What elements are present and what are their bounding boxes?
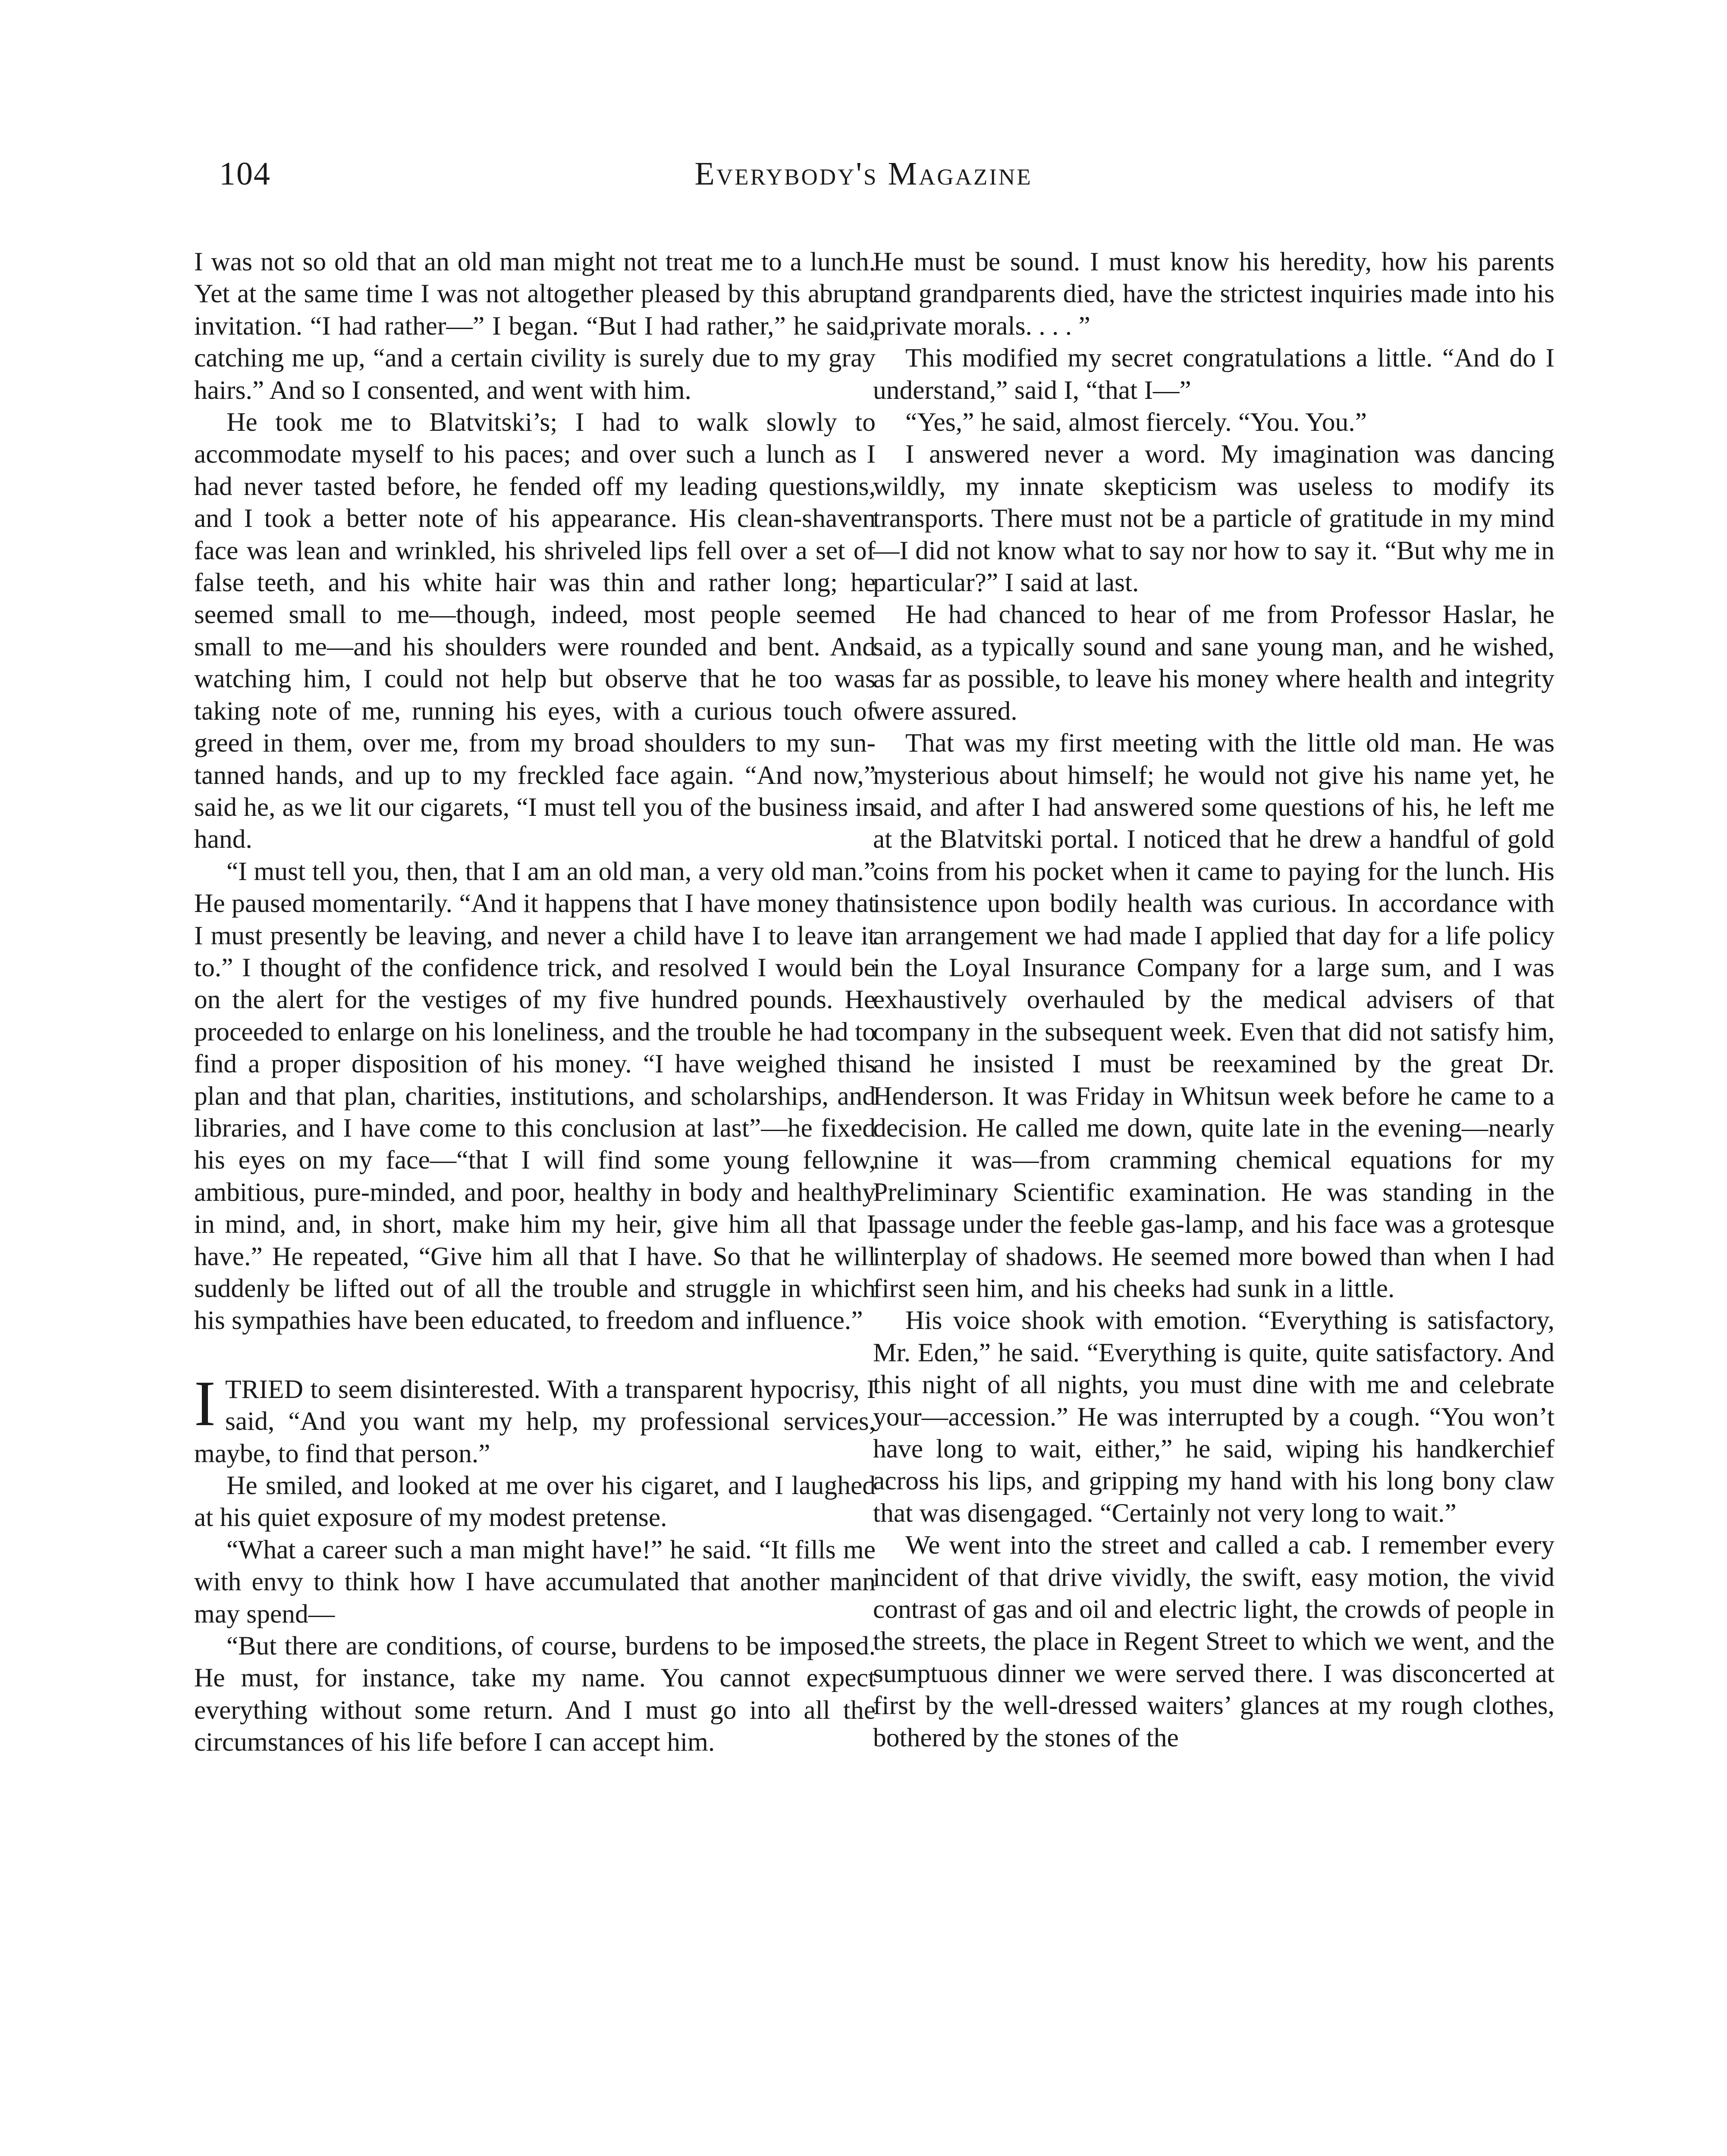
running-title: Everybody's Magazine bbox=[694, 156, 1033, 192]
paragraph: He must be sound. I must know his heredity, how his parents and grandparents died, have the strictest inquiries made into his private morals. . . . ” bbox=[873, 247, 1554, 341]
paragraph: “Yes,” he said, almost fiercely. “You. You.” bbox=[905, 407, 1367, 437]
paragraph: He had chanced to hear of me from Professor Haslar, he said, as a typically sound and sane young man, and he wished, as far as possible, to leave his money where health and integrity were assured. bbox=[873, 600, 1554, 726]
paragraph: He smiled, and looked at me over his cigaret, and I laughed at his quiet exposure of my modest pretense. bbox=[194, 1471, 876, 1532]
right-column bbox=[873, 246, 1554, 1754]
paragraph: “I must tell you, then, that I am an old man, a very old man.” He paused momentarily. “And it happens that I have money that I must presently be leaving, and never a child have I to leave it to.” I thought of the confidence trick, and resolved I would be on the alert for the vestiges of my five hundred pounds. He proceeded to enlarge on his loneliness, and the trouble he had to find a proper disposition of his money. “I have weighed this plan and that plan, charities, institutions, and scholarships, and libraries, and I have come to this conclusion at last”—he fixed his eyes on my face—“that I will find some young fellow, ambitious, pure-minded, and poor, healthy in body and healthy in mind, and, in short, make him my heir, give him all that I have.” He repeated, “Give him all that I have. So that he will suddenly be lifted out of all the trouble and struggle in which his sympathies have been educated, to freedom and influence.” bbox=[194, 856, 876, 1335]
left-column bbox=[194, 246, 876, 1758]
page-header bbox=[0, 155, 1727, 207]
paragraph: His voice shook with emotion. “Everything is satisfactory, Mr. Eden,” he said. “Everything is quite, quite satisfactory. And this night of all nights, you must dine with me and celebrate your—accession.” He was interrupted by a cough. “You won’t have long to wait, either,” he said, wiping his handkerchief across his lips, and gripping my hand with his long bony claw that was disengaged. “Certainly not very long to wait.” bbox=[873, 1306, 1554, 1528]
paragraph: “But there are conditions, of course, burdens to be imposed. He must, for instance, take my name. You cannot expect everything without some return. And I must go into all the circumstances of his life before I can accept him. bbox=[194, 1631, 876, 1757]
drop-cap: I bbox=[194, 1367, 216, 1439]
paragraph-text: TRIED to seem disinterested. With a transparent hypocrisy, I said, “And you want my help, my professional services, maybe, to find that person.” bbox=[194, 1374, 876, 1468]
paragraph: He took me to Blatvitski’s; I had to walk slowly to accommodate myself to his paces; and over such a lunch as I had never tasted before, he fended off my leading questions, and I took a better note of his appearance. His clean-shaven face was lean and wrinkled, his shriveled lips fell over a set of false teeth, and his white hair was thin and rather long; he seemed small to me—though, indeed, most people seemed small to me—and his shoulders were rounded and bent. And watching him, I could not help but observe that he too was taking note of me, running his eyes, with a curious touch of greed in them, over me, from my broad shoulders to my sun-tanned hands, and up to my freckled face again. “And now,” said he, as we lit our cigarets, “I must tell you of the business in hand. bbox=[194, 407, 876, 854]
paragraph: We went into the street and called a cab. I remember every incident of that drive vividly, the swift, easy motion, the vivid contrast of gas and oil and electric light, the crowds of people in the streets, the place in Regent Street to which we went, and the sumptuous dinner we were served there. I was disconcerted at first by the well-dressed waiters’ glances at my rough clothes, bothered by the stones of the bbox=[873, 1530, 1554, 1752]
paragraph: I answered never a word. My imagination was dancing wildly, my innate skepticism was useless to modify its transports. There must not be a particle of gratitude in my mind—I did not know what to say nor how to say it. “But why me in particular?” I said at last. bbox=[873, 439, 1554, 598]
section-opening-paragraph bbox=[194, 1367, 876, 1470]
page-number: 104 bbox=[219, 156, 271, 192]
paragraph: I was not so old that an old man might not treat me to a lunch. Yet at the same time I was not altogether pleased by this abrupt invitation. “I had rather—” I began. “But I had rather,” he said, catching me up, “and a certain civility is surely due to my gray hairs.” And so I consented, and went with him. bbox=[194, 247, 876, 405]
paragraph: “What a career such a man might have!” he said. “It fills me with envy to think how I have accumulated that another man may spend— bbox=[194, 1535, 876, 1629]
paragraph: That was my first meeting with the little old man. He was mysterious about himself; he would not give his name yet, he said, and after I had answered some questions of his, he left me at the Blatvitski portal. I noticed that he drew a handful of gold coins from his pocket when it came to paying for the lunch. His insistence upon bodily health was curious. In accordance with an arrangement we had made I applied that day for a life policy in the Loyal Insurance Company for a large sum, and I was exhaustively overhauled by the medical advisers of that company in the subsequent week. Even that did not satisfy him, and he insisted I must be reexamined by the great Dr. Henderson. It was Friday in Whitsun week before he came to a decision. He called me down, quite late in the evening—nearly nine it was—from cramming chemical equations for my Preliminary Scientific examination. He was standing in the passage under the feeble gas-lamp, and his face was a grotesque interplay of shadows. He seemed more bowed than when I had first seen him, and his cheeks had sunk in a little. bbox=[873, 728, 1554, 1303]
paragraph: This modified my secret congratulations a little. “And do I understand,” said I, “that I—” bbox=[873, 343, 1554, 405]
